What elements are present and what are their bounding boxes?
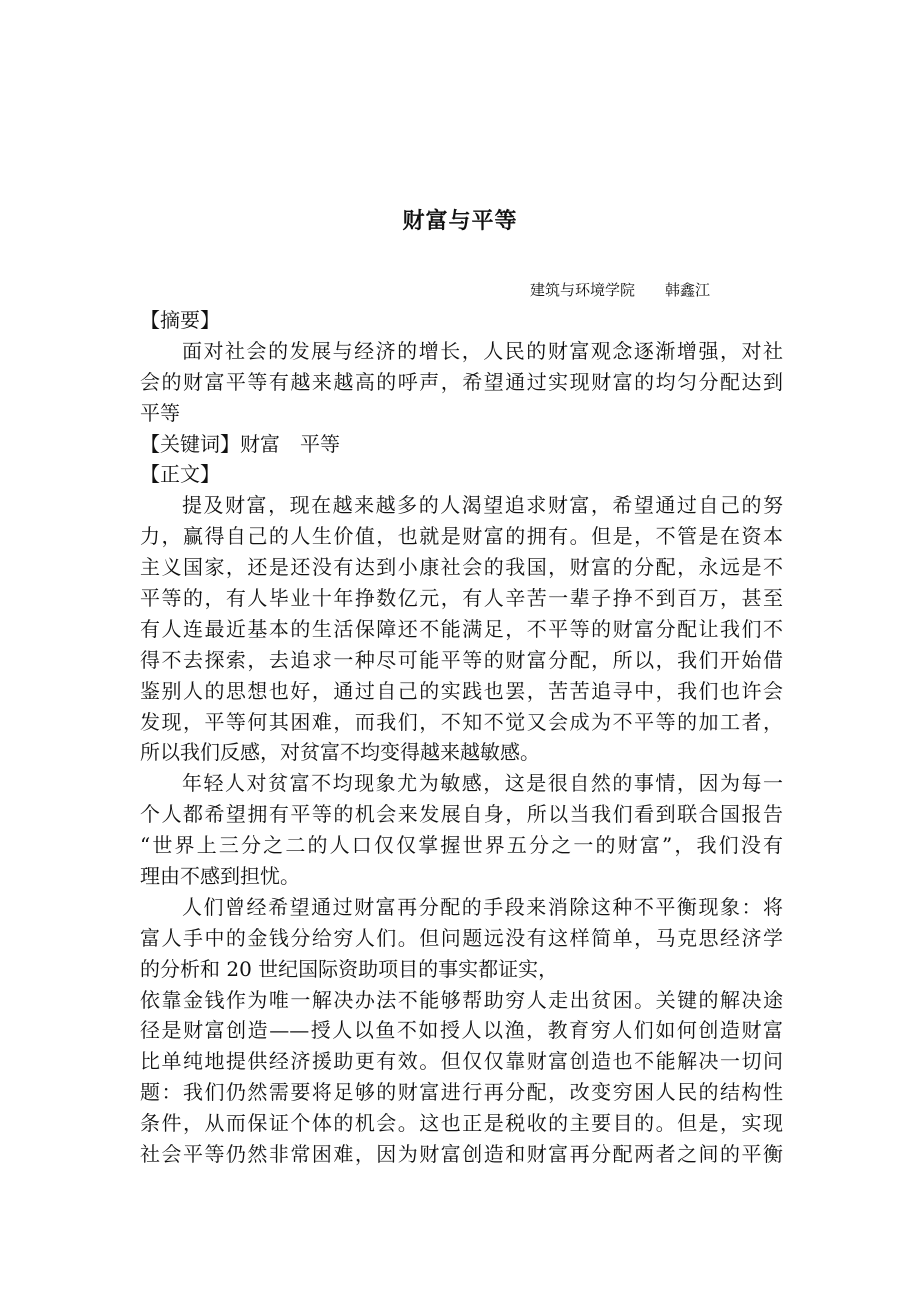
paragraph-line: 比单纯地提供经济援助更有效。但仅仅靠财富创造也不能解决一切问 — [140, 1049, 783, 1074]
paragraph-line: 主义国家，还是还没有达到小康社会的我国，财富的分配，永远是不 — [140, 555, 783, 580]
abstract-line: 平等 — [140, 400, 180, 425]
abstract-line: 会的财富平等有越来越高的呼声，希望通过实现财富的均匀分配达到 — [140, 369, 783, 394]
paragraph-line: 平等的，有人毕业十年挣数亿元，有人辛苦一辈子挣不到百万，甚至 — [140, 586, 783, 611]
paragraph-line: 年轻人对贫富不均现象尤为敏感，这是很自然的事情，因为每一 — [182, 771, 783, 796]
document-body — [140, 305, 783, 1170]
paragraph-line: 力，赢得自己的人生价值，也就是财富的拥有。但是，不管是在资本 — [140, 524, 783, 549]
paragraph-line: 鉴别人的思想也好，通过自己的实践也罢，苦苦追寻中，我们也许会 — [140, 678, 783, 703]
author-name: 韩鑫江 — [665, 281, 711, 299]
body-heading: 【正文】 — [140, 462, 220, 487]
author-affiliation: 建筑与环境学院 — [530, 281, 636, 299]
author-line — [530, 279, 710, 301]
paragraph-line: 富人手中的金钱分给穷人们。但问题远没有这样简单，马克思经济学 — [140, 925, 783, 950]
paragraph-line: 的分析和 20 世纪国际资助项目的事实都证实， — [140, 956, 559, 981]
paragraph-line: 个人都希望拥有平等的机会来发展自身，所以当我们看到联合国报告 — [140, 802, 783, 827]
abstract-heading: 【摘要】 — [140, 308, 220, 332]
paragraph-line: 径是财富创造——授人以鱼不如授人以渔，教育穷人们如何创造财富 — [140, 1018, 783, 1043]
keywords-label: 【关键词】 — [140, 431, 240, 456]
paragraph-line: 所以我们反感，对贫富不均变得越来越敏感。 — [140, 740, 540, 765]
document-title: 财富与平等 — [402, 209, 518, 234]
paragraph-line: 题：我们仍然需要将足够的财富进行再分配，改变穷困人民的结构性 — [140, 1080, 783, 1105]
keyword: 平等 — [300, 431, 340, 456]
paragraph-line: 得不去探索，去追求一种尽可能平等的财富分配，所以，我们开始借 — [140, 647, 783, 672]
keyword: 财富 — [240, 431, 280, 456]
paragraph-line: 社会平等仍然非常困难，因为财富创造和财富再分配两者之间的平衡 — [140, 1142, 783, 1167]
paragraph-line: 人们曾经希望通过财富再分配的手段来消除这种不平衡现象：将 — [182, 894, 783, 919]
paragraph-line: 条件，从而保证个体的机会。这也正是税收的主要目的。但是，实现 — [140, 1111, 783, 1136]
paragraph-line: 理由不感到担忧。 — [140, 864, 300, 889]
paragraph-line: 提及财富，现在越来越多的人渴望追求财富，希望通过自己的努 — [182, 493, 783, 518]
keywords-line — [140, 429, 783, 460]
paragraph-line: 依靠金钱作为唯一解决办法不能够帮助穷人走出贫困。关键的解决途 — [140, 987, 783, 1012]
paragraph-line: 发现，平等何其困难，而我们，不知不觉又会成为不平等的加工者， — [140, 709, 783, 734]
paragraph-line: “世界上三分之二的人口仅仅掌握世界五分之一的财富”，我们没有 — [140, 833, 783, 858]
paragraph-line: 有人连最近基本的生活保障还不能满足，不平等的财富分配让我们不 — [140, 616, 783, 641]
abstract-line: 面对社会的发展与经济的增长，人民的财富观念逐渐增强，对社 — [182, 338, 783, 363]
